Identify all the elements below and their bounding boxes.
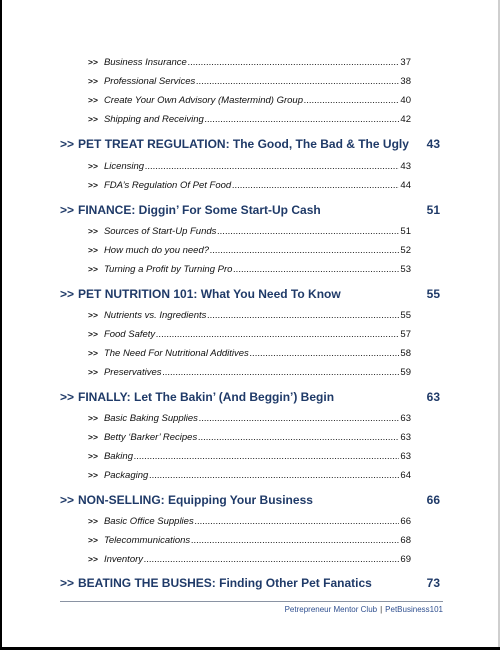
- toc-entry-title: FDA’s Regulation Of Pet Food: [103, 180, 232, 191]
- toc-dot-leader: [250, 348, 400, 359]
- toc-marker: >>: [60, 287, 75, 301]
- toc-entry-title: Nutrients vs. Ingredients: [103, 310, 207, 321]
- toc-marker: >>: [88, 554, 98, 564]
- toc-dot-leader: [198, 432, 399, 443]
- toc-dot-leader: [188, 57, 400, 68]
- toc-entry-title: Baking: [103, 451, 133, 462]
- toc-marker: >>: [88, 226, 98, 236]
- toc-entry[interactable]: [88, 264, 411, 275]
- toc-dot-leader: [145, 161, 399, 172]
- toc-marker: >>: [88, 264, 98, 274]
- toc-page-number: 63: [400, 413, 411, 424]
- toc-dot-leader: [134, 451, 399, 462]
- toc-dot-leader: [232, 180, 399, 191]
- toc-marker: >>: [88, 451, 98, 461]
- toc-entry-title: Licensing: [103, 161, 145, 172]
- toc-page-number: 53: [400, 264, 411, 275]
- toc-page-number: 43: [426, 137, 440, 151]
- toc-entry-title: How much do you need?: [103, 245, 210, 256]
- toc-page-number: 43: [400, 161, 411, 172]
- toc-page-number: 52: [400, 245, 411, 256]
- toc-entry-title: Professional Services: [103, 76, 196, 87]
- toc-page-number: 66: [426, 493, 440, 507]
- toc-entry-title: BEATING THE BUSHES: Finding Other Pet Fanatics: [78, 576, 372, 590]
- toc-entry[interactable]: [88, 516, 411, 527]
- toc-page-number: 40: [400, 95, 411, 106]
- toc-entry[interactable]: [88, 245, 411, 256]
- toc-entry-title: Turning a Profit by Turning Pro: [103, 264, 233, 275]
- toc-dot-leader: [156, 329, 399, 340]
- toc-marker: >>: [88, 76, 98, 86]
- toc-marker: >>: [88, 516, 98, 526]
- toc-section-heading[interactable]: [60, 287, 440, 301]
- footer-separator: |: [380, 605, 383, 614]
- toc-entry[interactable]: [88, 432, 411, 443]
- toc-dot-leader: [304, 95, 399, 106]
- toc-dot-leader: [195, 516, 400, 527]
- toc-entry-title: Food Safety: [103, 329, 156, 340]
- toc-section-heading[interactable]: [60, 390, 440, 404]
- toc-page-number: 58: [400, 348, 411, 359]
- toc-page-number: 51: [400, 226, 411, 237]
- footer-site-link[interactable]: PetBusiness101: [385, 605, 443, 614]
- toc-marker: >>: [88, 114, 98, 124]
- toc-entry-title: NON-SELLING: Equipping Your Business: [78, 493, 313, 507]
- toc-page-number: 55: [426, 287, 440, 301]
- toc-page-number: 63: [426, 390, 440, 404]
- toc-marker: >>: [88, 348, 98, 358]
- toc-dot-leader: [144, 554, 399, 565]
- toc-entry-title: Basic Office Supplies: [103, 516, 194, 527]
- toc-dot-leader: [233, 264, 399, 275]
- toc-marker: >>: [60, 390, 75, 404]
- toc-marker: >>: [88, 161, 98, 171]
- toc-page-number: 57: [400, 329, 411, 340]
- toc-entry-title: Preservatives: [103, 367, 162, 378]
- toc-entry-title: Telecommunications: [103, 535, 191, 546]
- toc-marker: >>: [88, 470, 98, 480]
- toc-entry[interactable]: [88, 76, 411, 87]
- toc-dot-leader: [163, 367, 400, 378]
- toc-page-number: 37: [400, 57, 411, 68]
- toc-entry-title: FINANCE: Diggin’ For Some Start-Up Cash: [78, 203, 321, 217]
- page-footer: [60, 605, 443, 614]
- toc-entry-title: PET TREAT REGULATION: The Good, The Bad & The Ugly: [78, 137, 409, 151]
- toc-marker: >>: [88, 95, 98, 105]
- toc-page-number: 51: [426, 203, 440, 217]
- toc-page-number: 63: [400, 432, 411, 443]
- toc-page-number: 64: [400, 470, 411, 481]
- toc-dot-leader: [199, 413, 399, 424]
- toc-marker: >>: [60, 493, 75, 507]
- toc-entry[interactable]: [88, 161, 411, 172]
- toc-section-heading[interactable]: [60, 137, 440, 151]
- toc-entry[interactable]: [88, 554, 411, 565]
- toc-marker: >>: [60, 576, 75, 590]
- toc-entry[interactable]: [88, 535, 411, 546]
- toc-marker: >>: [88, 432, 98, 442]
- toc-marker: >>: [88, 180, 98, 190]
- toc-entry-title: Create Your Own Advisory (Mastermind) Group: [103, 95, 303, 106]
- toc-page-number: 42: [400, 114, 411, 125]
- toc-entry[interactable]: [88, 367, 411, 378]
- toc-dot-leader: [205, 114, 400, 125]
- toc-entry[interactable]: [88, 470, 411, 481]
- toc-marker: >>: [88, 329, 98, 339]
- toc-page-number: 59: [400, 367, 411, 378]
- toc-entry-title: Shipping and Receiving: [103, 114, 204, 125]
- toc-page-number: 63: [400, 451, 411, 462]
- toc-entry[interactable]: [88, 95, 411, 106]
- toc-dot-leader: [207, 310, 399, 321]
- toc-entry-title: Inventory: [103, 554, 144, 565]
- toc-entry[interactable]: [88, 329, 411, 340]
- toc-entry-title: Business Insurance: [103, 57, 187, 68]
- toc-page-number: 55: [400, 310, 411, 321]
- toc-marker: >>: [88, 535, 98, 545]
- toc-marker: >>: [60, 203, 75, 217]
- toc-section-heading[interactable]: [60, 493, 440, 507]
- toc-dot-leader: [210, 245, 399, 256]
- toc-entry-title: The Need For Nutritional Additives: [103, 348, 249, 359]
- toc-page-number: 68: [400, 535, 411, 546]
- toc-page-number: 69: [400, 554, 411, 565]
- toc-dot-leader: [196, 76, 399, 87]
- toc-entry[interactable]: [88, 451, 411, 462]
- toc-entry[interactable]: [88, 310, 411, 321]
- toc-entry-title: Sources of Start-Up Funds: [103, 226, 217, 237]
- footer-rule: [60, 601, 443, 602]
- toc-section-heading[interactable]: [60, 203, 440, 217]
- toc-marker: >>: [60, 137, 75, 151]
- toc-entry-title: Basic Baking Supplies: [103, 413, 198, 424]
- toc-marker: >>: [88, 367, 98, 377]
- toc-entry[interactable]: [88, 226, 411, 237]
- toc-page-number: 38: [400, 76, 411, 87]
- toc-marker: >>: [88, 310, 98, 320]
- toc-page-number: 66: [400, 516, 411, 527]
- toc-dot-leader: [191, 535, 399, 546]
- toc-dot-leader: [217, 226, 399, 237]
- toc-entry[interactable]: [88, 180, 411, 191]
- toc-marker: >>: [88, 57, 98, 67]
- toc-page-number: 44: [400, 180, 411, 191]
- toc-entry-title: Betty ‘Barker’ Recipes: [103, 432, 198, 443]
- toc-section-heading[interactable]: [60, 576, 440, 590]
- toc-entry-title: PET NUTRITION 101: What You Need To Know: [78, 287, 341, 301]
- footer-club-link[interactable]: Petrepreneur Mentor Club: [284, 605, 378, 614]
- toc-entry-title: FINALLY: Let The Bakin’ (And Beggin’) Begin: [78, 390, 335, 404]
- toc-entry[interactable]: [88, 114, 411, 125]
- toc-page-number: 73: [426, 576, 440, 590]
- toc-dot-leader: [149, 470, 399, 481]
- toc-entry[interactable]: [88, 413, 411, 424]
- toc-entry[interactable]: [88, 57, 411, 68]
- toc-entry-title: Packaging: [103, 470, 149, 481]
- toc-marker: >>: [88, 413, 98, 423]
- toc-marker: >>: [88, 245, 98, 255]
- toc-entry[interactable]: [88, 348, 411, 359]
